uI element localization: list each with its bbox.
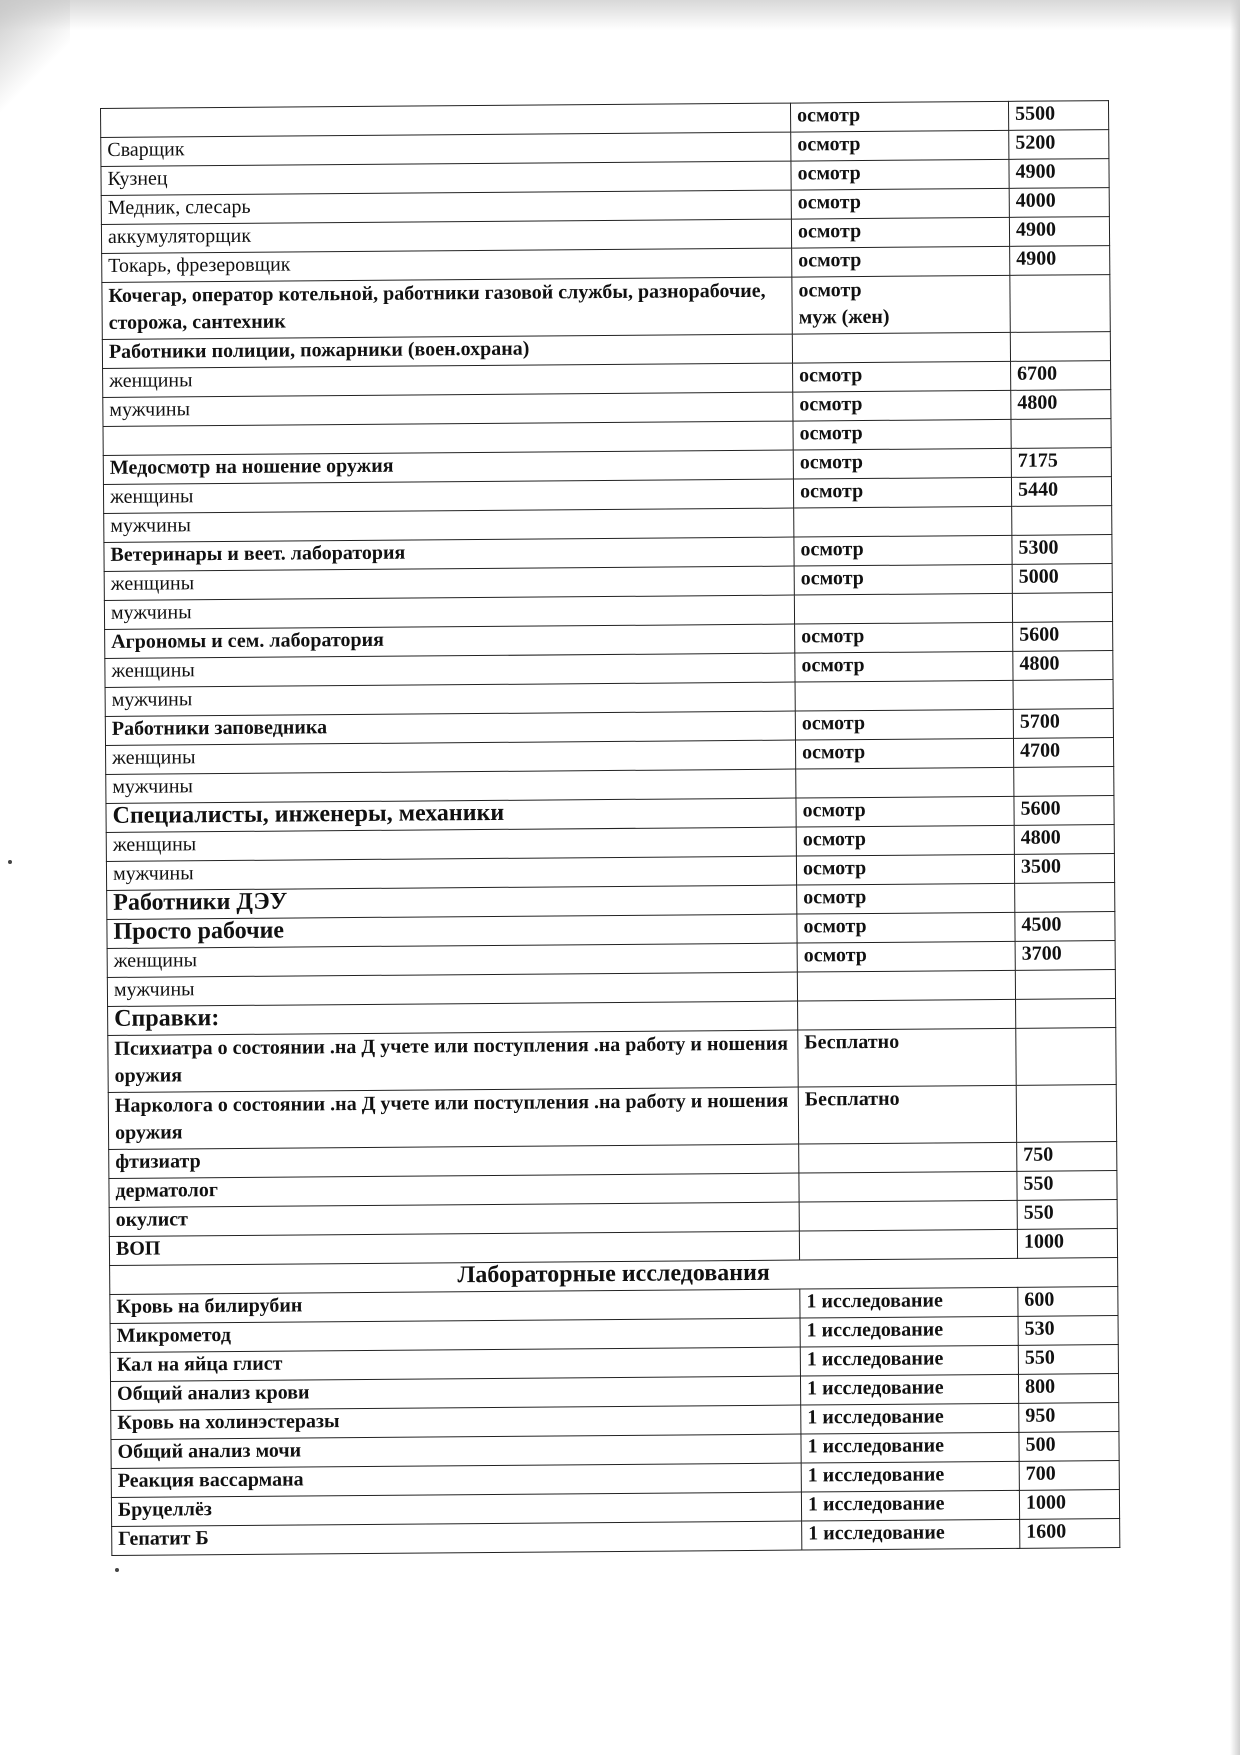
row-price: 550: [1018, 1345, 1118, 1375]
row-unit: осмотр: [793, 477, 1011, 508]
row-name: женщины: [103, 363, 793, 397]
row-price: 5500: [1008, 101, 1108, 131]
row-name: женщины: [106, 827, 796, 861]
row-name: ВОП: [109, 1231, 799, 1265]
row-name: аккумуляторщик: [101, 219, 791, 253]
row-price: 5600: [1013, 622, 1113, 652]
price-table: [100, 100, 1120, 1556]
row-unit: 1 исследование: [800, 1374, 1018, 1405]
row-name: Кровь на холинэстеразы: [111, 1405, 801, 1439]
section-heading: Справки:: [108, 1001, 798, 1035]
row-price: [1012, 506, 1112, 536]
row-price: 4800: [1014, 825, 1114, 855]
row-name: Кочегар, оператор котельной, работники газовой службы, разнорабочие, сторожа, сантехник: [102, 277, 792, 339]
row-unit: осмотр: [791, 159, 1009, 190]
row-price: 500: [1019, 1432, 1119, 1462]
row-price: [1013, 680, 1113, 710]
row-unit: 1 исследование: [800, 1345, 1018, 1376]
row-name: Работники полиции, пожарники (воен.охрана): [102, 334, 792, 368]
row-unit: Бесплатно: [798, 1028, 1016, 1087]
row-price: 5440: [1011, 477, 1111, 507]
row-unit: осмотр: [791, 217, 1009, 248]
row-name: Бруцеллёз: [111, 1492, 801, 1526]
row-price: 800: [1018, 1374, 1118, 1404]
row-name: женщины: [106, 740, 796, 774]
scan-edge-right: [1230, 0, 1240, 1755]
row-name: Кал на яйца глист: [110, 1347, 800, 1381]
row-price: [1010, 332, 1110, 362]
row-price: 5700: [1013, 709, 1113, 739]
row-unit: [799, 1229, 1017, 1260]
row-name: Нарколога о состоянии .на Д учете или поступления .на работу и ношения оружия: [108, 1087, 798, 1149]
row-name: женщины: [104, 566, 794, 600]
row-price: 4900: [1009, 217, 1109, 247]
row-unit: 1 исследование: [801, 1461, 1019, 1492]
row-unit: 1 исследование: [800, 1316, 1018, 1347]
row-name: Медник, слесарь: [101, 190, 791, 224]
row-unit: осмотр: [796, 854, 1014, 885]
row-unit: [799, 1171, 1017, 1202]
price-list-sheet: [100, 100, 1119, 1556]
row-unit: осмотр: [795, 709, 1013, 740]
row-price: [1010, 275, 1110, 333]
row-name: Гепатит Б: [112, 1521, 802, 1555]
row-unit: [794, 506, 1012, 537]
row-price: [1016, 1085, 1116, 1143]
table-row: [108, 1028, 1116, 1093]
section-heading: Лабораторные исследования: [110, 1258, 1118, 1295]
row-price: 1600: [1020, 1519, 1120, 1549]
row-unit: осмотр: [792, 246, 1010, 277]
row-unit: осмотр: [795, 622, 1013, 653]
row-price: 4000: [1009, 188, 1109, 218]
row-price: 750: [1017, 1142, 1117, 1172]
row-name: женщины: [103, 479, 793, 513]
row-name: Психиатра о состоянии .на Д учете или поступления .на работу и ношения оружия: [108, 1030, 798, 1092]
row-price: [1011, 419, 1111, 449]
row-unit: [796, 767, 1014, 798]
row-price: [1012, 593, 1112, 623]
row-name: Специалисты, инженеры, механики: [106, 798, 796, 832]
row-name: фтизиатр: [109, 1144, 799, 1178]
row-price: 1000: [1019, 1490, 1119, 1520]
row-price: 600: [1018, 1287, 1118, 1317]
row-name: дерматолог: [109, 1173, 799, 1207]
row-unit: [795, 680, 1013, 711]
row-price: 5600: [1014, 796, 1114, 826]
row-name: мужчины: [107, 972, 797, 1006]
row-name: женщины: [107, 943, 797, 977]
row-name: Кровь на билирубин: [110, 1289, 800, 1323]
row-price: [1015, 883, 1115, 913]
row-unit: 1 исследование: [800, 1287, 1018, 1318]
row-price: 7175: [1011, 448, 1111, 478]
row-unit: осмотр: [793, 390, 1011, 421]
row-name: Токарь, фрезеровщик: [102, 248, 792, 282]
row-unit: осмотр: [791, 188, 1009, 219]
scan-speck: [115, 1568, 119, 1572]
table-row: [108, 1085, 1116, 1150]
row-price: 4800: [1013, 651, 1113, 681]
row-unit: [794, 593, 1012, 624]
row-price: 530: [1018, 1316, 1118, 1346]
row-name: мужчины: [104, 595, 794, 629]
row-name: Работники ДЭУ: [107, 885, 797, 919]
row-unit: осмотр: [793, 419, 1011, 450]
row-unit: [798, 999, 1016, 1030]
row-unit: Бесплатно: [798, 1085, 1016, 1144]
row-price: [1016, 1028, 1116, 1086]
row-price: 1000: [1017, 1229, 1117, 1259]
row-price: 700: [1019, 1461, 1119, 1491]
row-name: мужчины: [105, 682, 795, 716]
scan-speck: [8, 860, 12, 864]
row-price: 950: [1019, 1403, 1119, 1433]
row-price: 4900: [1009, 159, 1109, 189]
row-name: Сварщик: [101, 132, 791, 166]
row-unit: осмотр: [793, 361, 1011, 392]
row-price: 5200: [1009, 130, 1109, 160]
row-unit: осмотр: [794, 535, 1012, 566]
row-unit: осмотр: [797, 912, 1015, 943]
row-price: 550: [1017, 1171, 1117, 1201]
row-price: [1016, 999, 1116, 1029]
row-unit: осмотр: [796, 825, 1014, 856]
row-name: Медосмотр на ношение оружия: [103, 450, 793, 484]
row-unit: осмотр: [795, 738, 1013, 769]
row-price: 550: [1017, 1200, 1117, 1230]
row-price: 3500: [1014, 854, 1114, 884]
row-unit: [792, 332, 1010, 363]
row-price: 4500: [1015, 912, 1115, 942]
row-price: 4900: [1010, 246, 1110, 276]
row-name: Ветеринары и веет. лаборатория: [104, 537, 794, 571]
row-name: мужчины: [106, 769, 796, 803]
row-name: Просто рабочие: [107, 914, 797, 948]
row-unit: 1 исследование: [801, 1432, 1019, 1463]
row-price: [1014, 767, 1114, 797]
row-name: мужчины: [104, 508, 794, 542]
row-unit-gender: муж (жен): [798, 305, 890, 329]
row-price: 3700: [1015, 941, 1115, 971]
row-name: окулист: [109, 1202, 799, 1236]
row-price: 4800: [1011, 390, 1111, 420]
row-unit: [792, 275, 1010, 334]
row-unit: осмотр: [796, 796, 1014, 827]
row-unit: осмотр: [794, 564, 1012, 595]
row-name: Общий анализ крови: [111, 1376, 801, 1410]
row-name: мужчины: [106, 856, 796, 890]
scan-shadow-top: [0, 0, 1240, 30]
row-unit: осмотр: [797, 883, 1015, 914]
row-price: 4700: [1013, 738, 1113, 768]
row-unit: [799, 1200, 1017, 1231]
scan-shadow-corner: [0, 0, 70, 120]
row-unit: 1 исследование: [801, 1403, 1019, 1434]
row-unit: 1 исследование: [802, 1519, 1020, 1550]
row-unit: осмотр: [790, 101, 1008, 132]
row-name: Реакция вассармана: [111, 1463, 801, 1497]
row-unit-exam: осмотр: [798, 279, 862, 302]
row-price: 5000: [1012, 564, 1112, 594]
row-name: Агрономы и сем. лаборатория: [105, 624, 795, 658]
row-unit: осмотр: [797, 941, 1015, 972]
row-name: Работники заповедника: [105, 711, 795, 745]
row-name: женщины: [105, 653, 795, 687]
row-unit: осмотр: [795, 651, 1013, 682]
table-row: [102, 275, 1110, 340]
row-unit: 1 исследование: [801, 1490, 1019, 1521]
row-name: Общий анализ мочи: [111, 1434, 801, 1468]
row-price: [1015, 970, 1115, 1000]
row-unit: осмотр: [793, 448, 1011, 479]
row-name: Микрометод: [110, 1318, 800, 1352]
row-price: 6700: [1011, 361, 1111, 391]
row-unit: [797, 970, 1015, 1001]
row-name: мужчины: [103, 392, 793, 426]
row-name: Кузнец: [101, 161, 791, 195]
row-unit: осмотр: [791, 130, 1009, 161]
row-price: 5300: [1012, 535, 1112, 565]
row-unit: [799, 1142, 1017, 1173]
